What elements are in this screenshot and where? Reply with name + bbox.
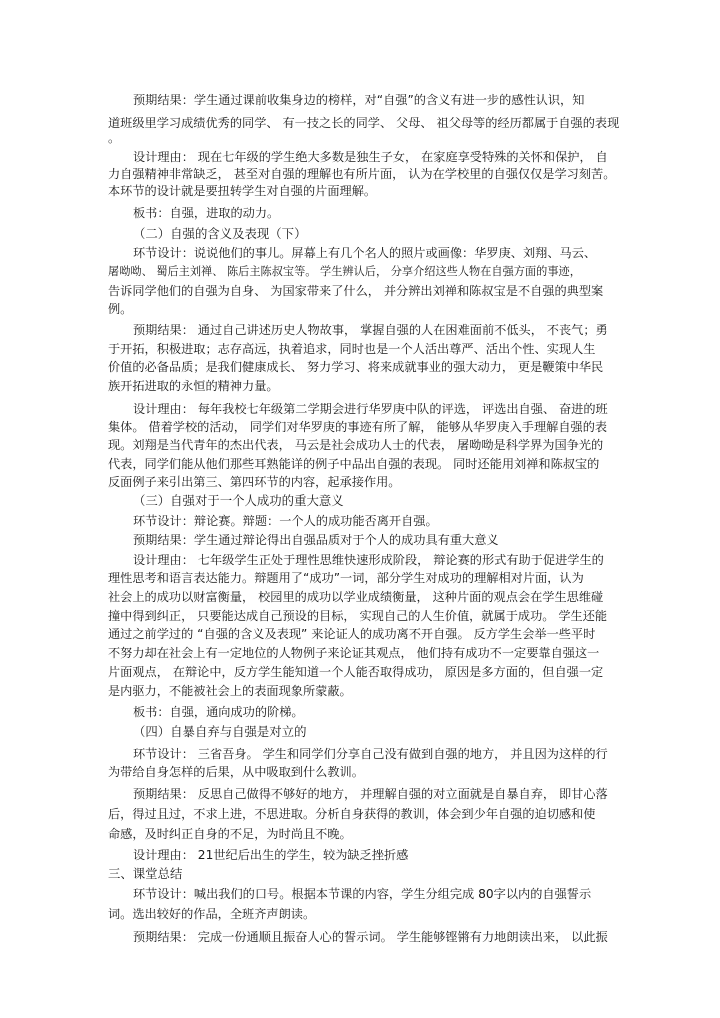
paragraph-line: 本环节的设计就是要扭转学生对自强的片面理解。 bbox=[108, 184, 377, 198]
section-heading: （三）自强对于一个人成功的重大意义 bbox=[133, 493, 344, 508]
paragraph-line: 力自强精神非常缺乏， 甚至对自强的理解也有所片面， 认为在学校里的自强仅仅是学习刻苦。 bbox=[108, 167, 616, 181]
paragraph-line: 设计理由： 现在七年级的学生绝大多数是独生子女， 在家庭享受特殊的关怀和保护， 自 bbox=[133, 150, 608, 164]
paragraph-line: 板书：自强，通向成功的阶梯。 bbox=[133, 705, 304, 719]
paragraph-line: 族开拓进取的永恒的精神力量。 bbox=[108, 379, 279, 393]
paragraph-line: 于开拓，积极进取；志存高远，执着追求，同时也是一个人活出尊严、活出个性、实现人生 bbox=[108, 342, 596, 356]
paragraph-line: 环节设计： 三省吾身。 学生和同学们分享自己没有做到自强的地方， 并且因为这样的行 bbox=[133, 747, 608, 761]
paragraph-line: 命感，及时纠正自身的不足，为时尚且不晚。 bbox=[108, 827, 352, 841]
section-heading: （四）自暴自弃与自强是对立的 bbox=[133, 724, 307, 739]
paragraph-line: 屠呦呦、 蜀后主刘禅、 陈后主陈叔宝等。 学生辨认后， 分享介绍这些人物在自强方面的事迹， bbox=[108, 265, 581, 278]
paragraph-line: 例。 bbox=[108, 302, 133, 316]
paragraph-line: 设计理由： 七年级学生正处于理性思维快速形成阶段， 辩论赛的形式有助于促进学生的 bbox=[133, 553, 604, 567]
paragraph-line: 反面例子来引出第三、第四环节的内容，起承接作用。 bbox=[108, 475, 401, 489]
paragraph-line: 是内驱力，不能被社会上的表面现象所蒙蔽。 bbox=[108, 684, 352, 698]
section-heading: （二）自强的含义及表现（下） bbox=[133, 226, 307, 241]
paragraph-line: 环节设计：说说他们的事儿。屏幕上有几个名人的照片或画像：华罗庚、刘翔、马云、 bbox=[133, 246, 597, 260]
paragraph-line: 预期结果： 完成一份通顺且振奋人心的誓示词。 学生能够铿锵有力地朗读出来， 以此振 bbox=[133, 930, 608, 944]
paragraph-line: 板书：自强，进取的动力。 bbox=[133, 206, 280, 220]
paragraph-line: 预期结果：学生通过课前收集身边的榜样，对“自强”的含义有进一步的感性认识，知 bbox=[133, 93, 585, 107]
paragraph-line: 预期结果：学生通过辩论得出自强品质对于个人的成功具有重大意义 bbox=[133, 533, 499, 547]
paragraph-line: 后，得过且过，不求上进，不思进取。分析自身获得的教训，体会到少年自强的迫切感和使 bbox=[108, 807, 596, 821]
paragraph-line: 现。刘翔是当代青年的杰出代表， 马云是社会成功人士的代表， 屠呦呦是科学界为国争光的 bbox=[108, 438, 604, 452]
section-heading: 三、课堂总结 bbox=[108, 866, 183, 881]
paragraph-line: 环节设计：辩论赛。辩题：一个人的成功能否离开自强。 bbox=[133, 514, 438, 528]
paragraph-line: 为带给自身怎样的后果，从中吸取到什么教训。 bbox=[108, 765, 364, 779]
paragraph-line: 道班级里学习成绩优秀的同学、 有一技之长的同学、 父母、 祖父母等的经历都属于自强的表现 bbox=[108, 116, 620, 130]
paragraph-line: 词。选出较好的作品，全班齐声朗读。 bbox=[108, 907, 316, 921]
paragraph-line: 集体。 借着学校的活动， 同学们对华罗庚的事迹有所了解， 能够从华罗庚入手理解自强的表 bbox=[108, 420, 608, 434]
paragraph-line: 不努力却在社会上有一定地位的人物例子来论证其观点， 他们持有成功不一定要靠自强这一 bbox=[108, 646, 600, 660]
paragraph-line: 预期结果： 反思自己做得不够好的地方， 并理解自强的对立面就是自暴自弃， 即甘心落 bbox=[133, 787, 608, 801]
paragraph-line: 片面观点， 在辩论中，反方学生能知道一个人能否取得成功， 原因是多方面的，但自强一定 bbox=[108, 665, 604, 679]
paragraph-line: 预期结果： 通过自己讲述历史人物故事， 掌握自强的人在困难面前不低头， 不丧气；勇 bbox=[133, 323, 608, 337]
paragraph-line: 通过之前学过的 “自强的含义及表现” 来论证人的成功离不开自强。 反方学生会举一些平时 bbox=[108, 627, 596, 641]
paragraph-line: 。 bbox=[108, 131, 121, 145]
paragraph-line: 撞中得到纠正， 只要能达成自己预设的目标， 实现自己的人生价值，就属于成功。 学生还能 bbox=[108, 609, 608, 623]
paragraph-line: 设计理由： 每年我校七年级第二学期会进行华罗庚中队的评选， 评选出自强、 奋进的班 bbox=[133, 402, 608, 416]
paragraph-line: 告诉同学他们的自强为自身、 为国家带来了什么， 并分辨出刘禅和陈叔宝是不自强的典型案 bbox=[108, 284, 604, 298]
paragraph-line: 设计理由： 21世纪后出生的学生，较为缺乏挫折感 bbox=[133, 848, 409, 862]
paragraph-line: 理性思考和语言表达能力。辩题用了“成功”一词，部分学生对成功的理解相对片面，认为 bbox=[108, 571, 584, 585]
paragraph-line: 环节设计：喊出我们的口号。根据本节课的内容，学生分组完成 80字以内的自强誓示 bbox=[133, 887, 592, 901]
paragraph-line: 价值的必备品质；是我们健康成长、 努力学习、将来成就事业的强大动力， 更是鞭策中华民 bbox=[108, 360, 604, 374]
paragraph-line: 代表，同学们能从他们那些耳熟能详的例子中品出自强的表现。 同时还能用刘禅和陈叔宝的 bbox=[108, 457, 600, 471]
paragraph-line: 社会上的成功以财富衡量， 校园里的成功以学业成绩衡量， 这种片面的观点会在学生思维碰 bbox=[108, 590, 604, 604]
